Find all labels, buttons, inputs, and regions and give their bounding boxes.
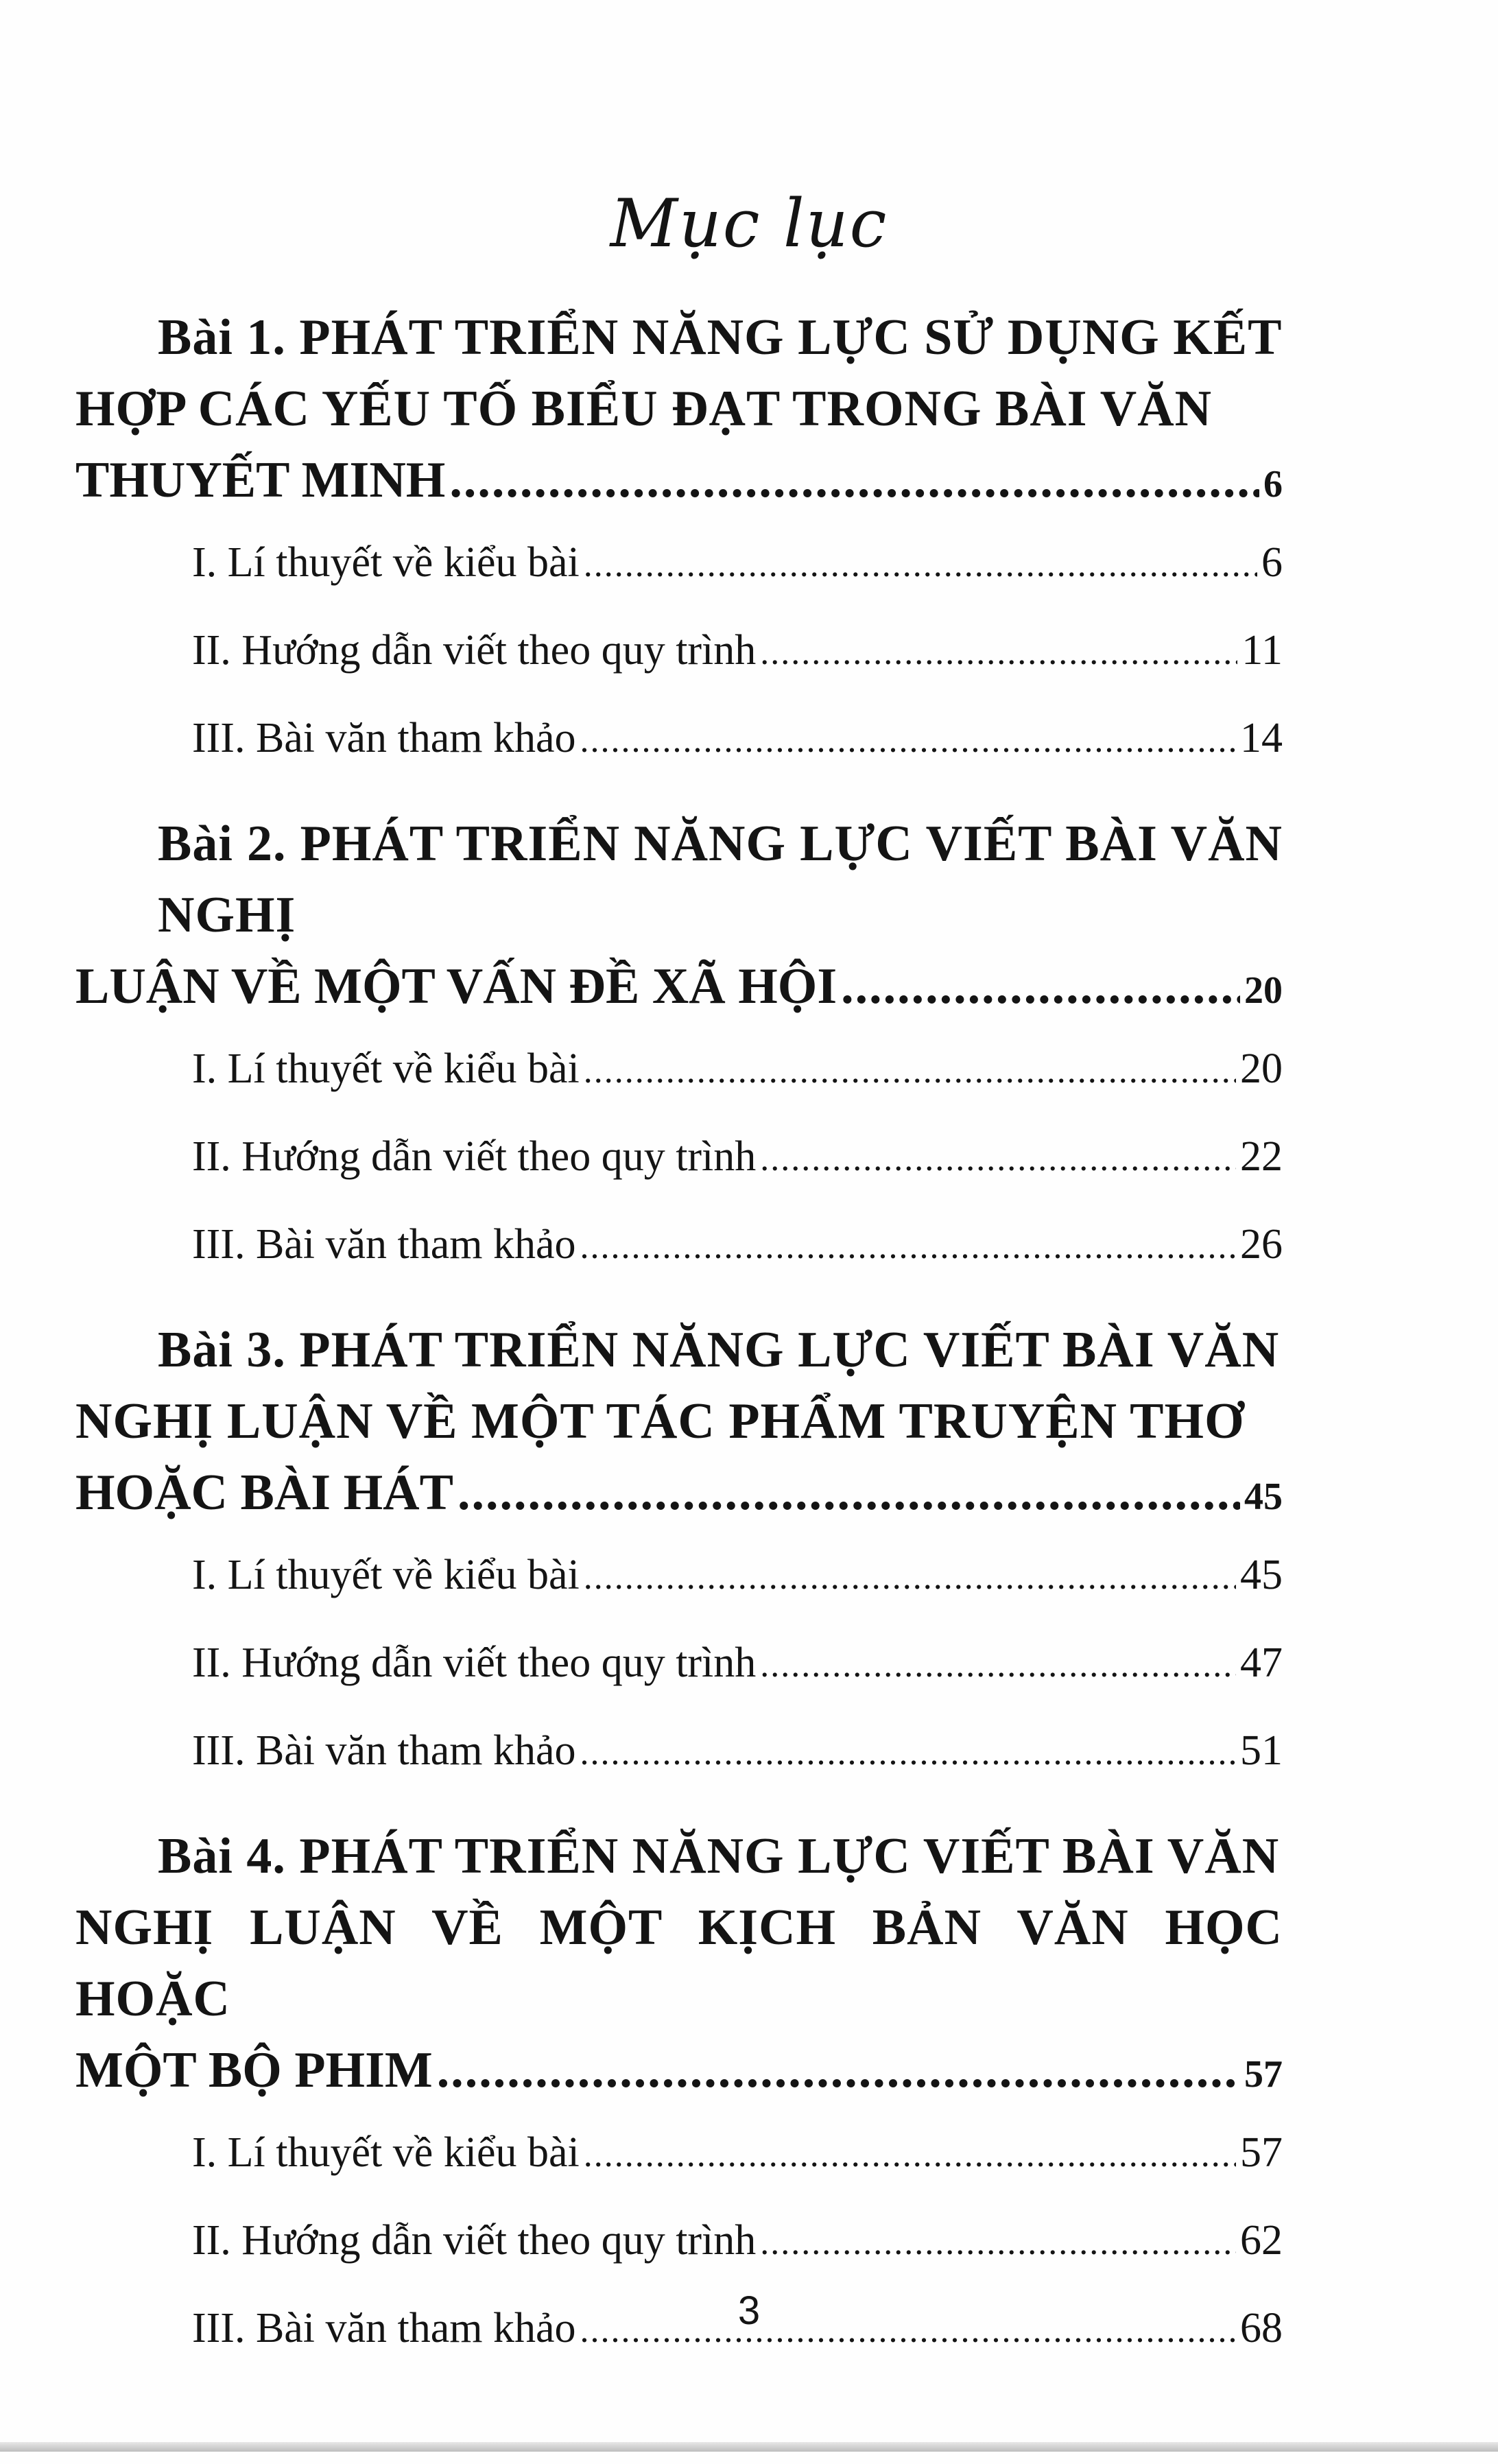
entry-label: II. Hướng dẫn viết theo quy trình bbox=[192, 1639, 757, 1686]
dot-leader bbox=[580, 698, 1236, 783]
toc-entry[interactable] bbox=[75, 1202, 1283, 1290]
toc-entry[interactable] bbox=[75, 1532, 1283, 1620]
entry-page-number: 51 bbox=[1240, 1727, 1283, 1774]
entry-page-number: 20 bbox=[1240, 1045, 1283, 1092]
toc-section bbox=[75, 808, 1283, 1290]
entry-label: III. Bài văn tham khảo bbox=[192, 2305, 576, 2352]
dot-leader bbox=[449, 445, 1259, 516]
section-page-number: 20 bbox=[1244, 969, 1283, 1012]
section-title-text: HOẶC BÀI HÁT bbox=[75, 1465, 453, 1521]
section-title-line: Bài 3. PHÁT TRIỂN NĂNG LỰC VIẾT BÀI VĂN bbox=[158, 1322, 1280, 1378]
dot-leader bbox=[437, 2035, 1240, 2106]
section-title-line: HỢP CÁC YẾU TỐ BIỂU ĐẠT TRONG BÀI VĂN bbox=[75, 381, 1213, 437]
entry-page-number: 47 bbox=[1240, 1639, 1283, 1686]
entry-page-number: 22 bbox=[1240, 1133, 1283, 1180]
entry-label: II. Hướng dẫn viết theo quy trình bbox=[192, 627, 757, 674]
entry-label: III. Bài văn tham khảo bbox=[192, 1727, 576, 1774]
section-title-line: Bài 4. PHÁT TRIỂN NĂNG LỰC VIẾT BÀI VĂN bbox=[158, 1828, 1280, 1884]
entry-page-number: 45 bbox=[1240, 1552, 1283, 1598]
section-title-line: Bài 1. PHÁT TRIỂN NĂNG LỰC SỬ DỤNG KẾT bbox=[158, 309, 1283, 366]
entry-page-number: 14 bbox=[1240, 715, 1283, 761]
section-title-last-line[interactable] bbox=[75, 951, 1283, 1026]
section-title-line: NGHỊ LUẬN VỀ MỘT KỊCH BẢN VĂN HỌC HOẶC bbox=[75, 1899, 1283, 2027]
dot-leader bbox=[584, 523, 1257, 608]
dot-leader bbox=[841, 951, 1240, 1022]
section-page-number: 6 bbox=[1263, 463, 1283, 506]
entry-label: I. Lí thuyết về kiểu bài bbox=[192, 1552, 580, 1598]
toc-entry[interactable] bbox=[75, 696, 1283, 783]
section-title-last-line[interactable] bbox=[75, 1457, 1283, 1532]
page-bottom-edge bbox=[0, 2442, 1498, 2452]
toc-entry[interactable] bbox=[75, 2110, 1283, 2198]
section-title-line: Bài 2. PHÁT TRIỂN NĂNG LỰC VIẾT BÀI VĂN NGHỊ bbox=[158, 816, 1283, 943]
dot-leader bbox=[760, 1623, 1236, 1708]
dot-leader bbox=[457, 1457, 1240, 1528]
section-title-text: THUYẾT MINH bbox=[75, 452, 446, 508]
dot-leader bbox=[760, 611, 1237, 696]
entry-label: III. Bài văn tham khảo bbox=[192, 715, 576, 761]
toc-entry[interactable] bbox=[75, 520, 1283, 608]
entry-page-number: 26 bbox=[1240, 1221, 1283, 1268]
entry-label: I. Lí thuyết về kiểu bài bbox=[192, 1045, 580, 1092]
entry-page-number: 62 bbox=[1240, 2217, 1283, 2264]
page-title: Mục lục bbox=[610, 185, 888, 262]
toc-entry[interactable] bbox=[75, 1114, 1283, 1202]
entry-page-number: 57 bbox=[1240, 2129, 1283, 2176]
table-of-contents bbox=[75, 302, 1283, 2398]
entry-label: III. Bài văn tham khảo bbox=[192, 1221, 576, 1268]
section-title-line: NGHỊ LUẬN VỀ MỘT TÁC PHẨM TRUYỆN THƠ bbox=[75, 1393, 1245, 1449]
entry-label: I. Lí thuyết về kiểu bài bbox=[192, 539, 580, 586]
section-page-number: 45 bbox=[1244, 1476, 1283, 1518]
entry-label: II. Hướng dẫn viết theo quy trình bbox=[192, 2217, 757, 2264]
dot-leader bbox=[584, 1535, 1236, 1620]
toc-entry[interactable] bbox=[75, 1708, 1283, 1796]
dot-leader bbox=[760, 1117, 1236, 1202]
page-number: 3 bbox=[737, 2288, 761, 2333]
section-title-last-line[interactable] bbox=[75, 2035, 1283, 2110]
toc-section bbox=[75, 302, 1283, 783]
dot-leader bbox=[580, 1711, 1236, 1796]
entry-page-number: 6 bbox=[1261, 539, 1283, 586]
toc-entry[interactable] bbox=[75, 1620, 1283, 1708]
dot-leader bbox=[760, 2201, 1236, 2286]
section-page-number: 57 bbox=[1244, 2053, 1283, 2096]
toc-entry[interactable] bbox=[75, 2198, 1283, 2286]
section-title-text: MỘT BỘ PHIM bbox=[75, 2042, 433, 2098]
entry-page-number: 11 bbox=[1241, 627, 1283, 674]
entry-label: I. Lí thuyết về kiểu bài bbox=[192, 2129, 580, 2176]
dot-leader bbox=[580, 1205, 1236, 1290]
toc-entry[interactable] bbox=[75, 1026, 1283, 1114]
dot-leader bbox=[584, 1029, 1236, 1114]
entry-label: II. Hướng dẫn viết theo quy trình bbox=[192, 1133, 757, 1180]
entry-page-number: 68 bbox=[1240, 2305, 1283, 2352]
toc-section bbox=[75, 1314, 1283, 1796]
dot-leader bbox=[584, 2113, 1236, 2198]
section-title-last-line[interactable] bbox=[75, 445, 1283, 520]
section-title-text: LUẬN VỀ MỘT VẤN ĐỀ XÃ HỘI bbox=[75, 958, 837, 1015]
toc-entry[interactable] bbox=[75, 608, 1283, 696]
